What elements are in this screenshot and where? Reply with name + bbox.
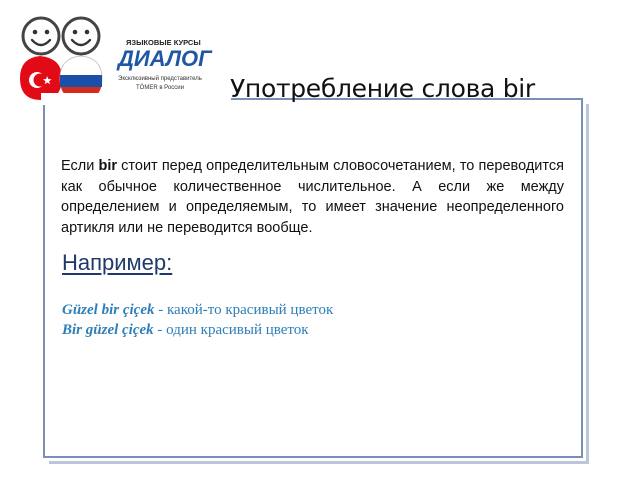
example-term: Güzel bir çiçek	[62, 302, 155, 318]
logo-tagline-2: TÖMER в России	[136, 85, 184, 91]
example-translation: - какой-то красивый цветок	[154, 302, 334, 318]
frame-cover	[41, 93, 231, 105]
turkey-figure-icon	[20, 18, 62, 100]
logo-brand: ДИАЛОГ	[118, 46, 212, 71]
rule-paragraph	[61, 156, 564, 238]
example-heading: Например:	[62, 250, 173, 275]
russia-figure-icon	[60, 18, 102, 100]
paragraph-start: Если	[61, 158, 99, 174]
example-item	[62, 320, 333, 340]
keyword-bir: bir	[98, 158, 117, 174]
example-item	[62, 300, 333, 320]
logo-tagline-1: Эксклюзивный представитель	[118, 76, 202, 82]
example-translation: - один красивый цветок	[153, 322, 309, 338]
slide-title: Употребление слова bir	[230, 74, 535, 103]
example-term: Bir güzel çiçek	[62, 322, 154, 338]
paragraph-rest: стоит перед определительным словосочетанием, то переводится как обычное количественное числительное. А если же между определением и определяемым, то имеет значение неопределенного артикля или не переводится вообще.	[61, 158, 564, 236]
examples-list	[62, 300, 333, 340]
logo-kicker: ЯЗЫКОВЫЕ КУРСЫ	[126, 38, 201, 47]
content-frame	[43, 98, 583, 458]
